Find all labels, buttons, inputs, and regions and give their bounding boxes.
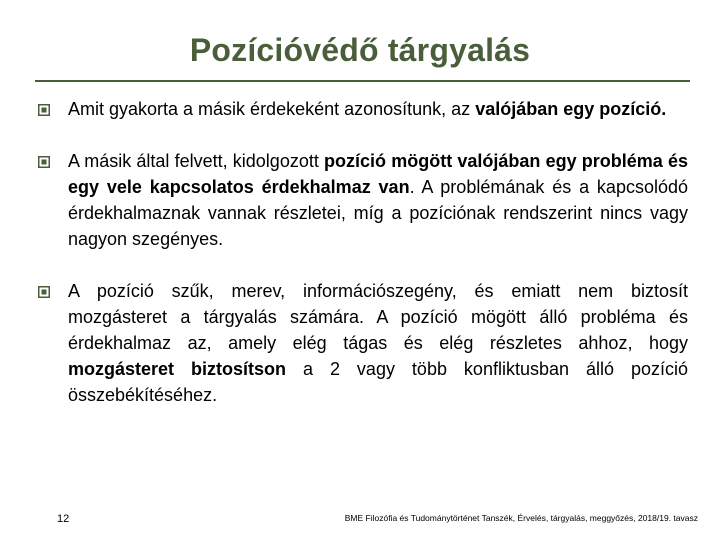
bullet-item — [38, 96, 688, 122]
bullet-text-run: A pozíció szűk, merev, információszegény, és emiatt nem biztosít mozgásteret a tárgyalás számára. A pozíció mögött álló probléma és érdekhalmaz az, amely elég tágas és elég részletes ahhoz, hogy — [68, 281, 688, 353]
bullet-item — [38, 278, 688, 408]
bullet-text-bold: pozíció mögött valójában egy probléma és egy vele kapcsolatos érdekhalmaz van — [68, 151, 688, 197]
page-number: 12 — [57, 513, 70, 525]
bullet-list — [38, 96, 688, 408]
bullet-text-run: Amit gyakorta a másik érdekeként azonosítunk, az — [68, 99, 476, 119]
bullet-text-run: a 2 vagy több konfliktusban álló pozíció összebékítéséhez. — [68, 359, 688, 405]
bullet-text-bold: mozgásteret biztosítson — [68, 359, 286, 379]
square-bullet-icon — [38, 283, 50, 301]
bullet-text-run: A másik által felvett, kidolgozott — [68, 151, 325, 171]
square-bullet-icon — [38, 101, 50, 119]
bullet-text-run: . A problémának és a kapcsolódó érdekhalmaznak vannak részletei, míg a pozíciónak rendszerint nincs vagy nagyon szegényes. — [68, 177, 688, 249]
footer-text: BME Filozófia és Tudománytörténet Tanszék, Érvelés, tárgyalás, meggyőzés, 2018/19. tavasz — [344, 513, 698, 523]
bullet-text-bold: valójában egy pozíció. — [475, 99, 667, 119]
square-bullet-icon — [38, 153, 50, 171]
slide-title: Pozícióvédő tárgyalás — [189, 32, 531, 68]
title-divider — [35, 80, 690, 82]
bullet-item — [38, 148, 688, 252]
